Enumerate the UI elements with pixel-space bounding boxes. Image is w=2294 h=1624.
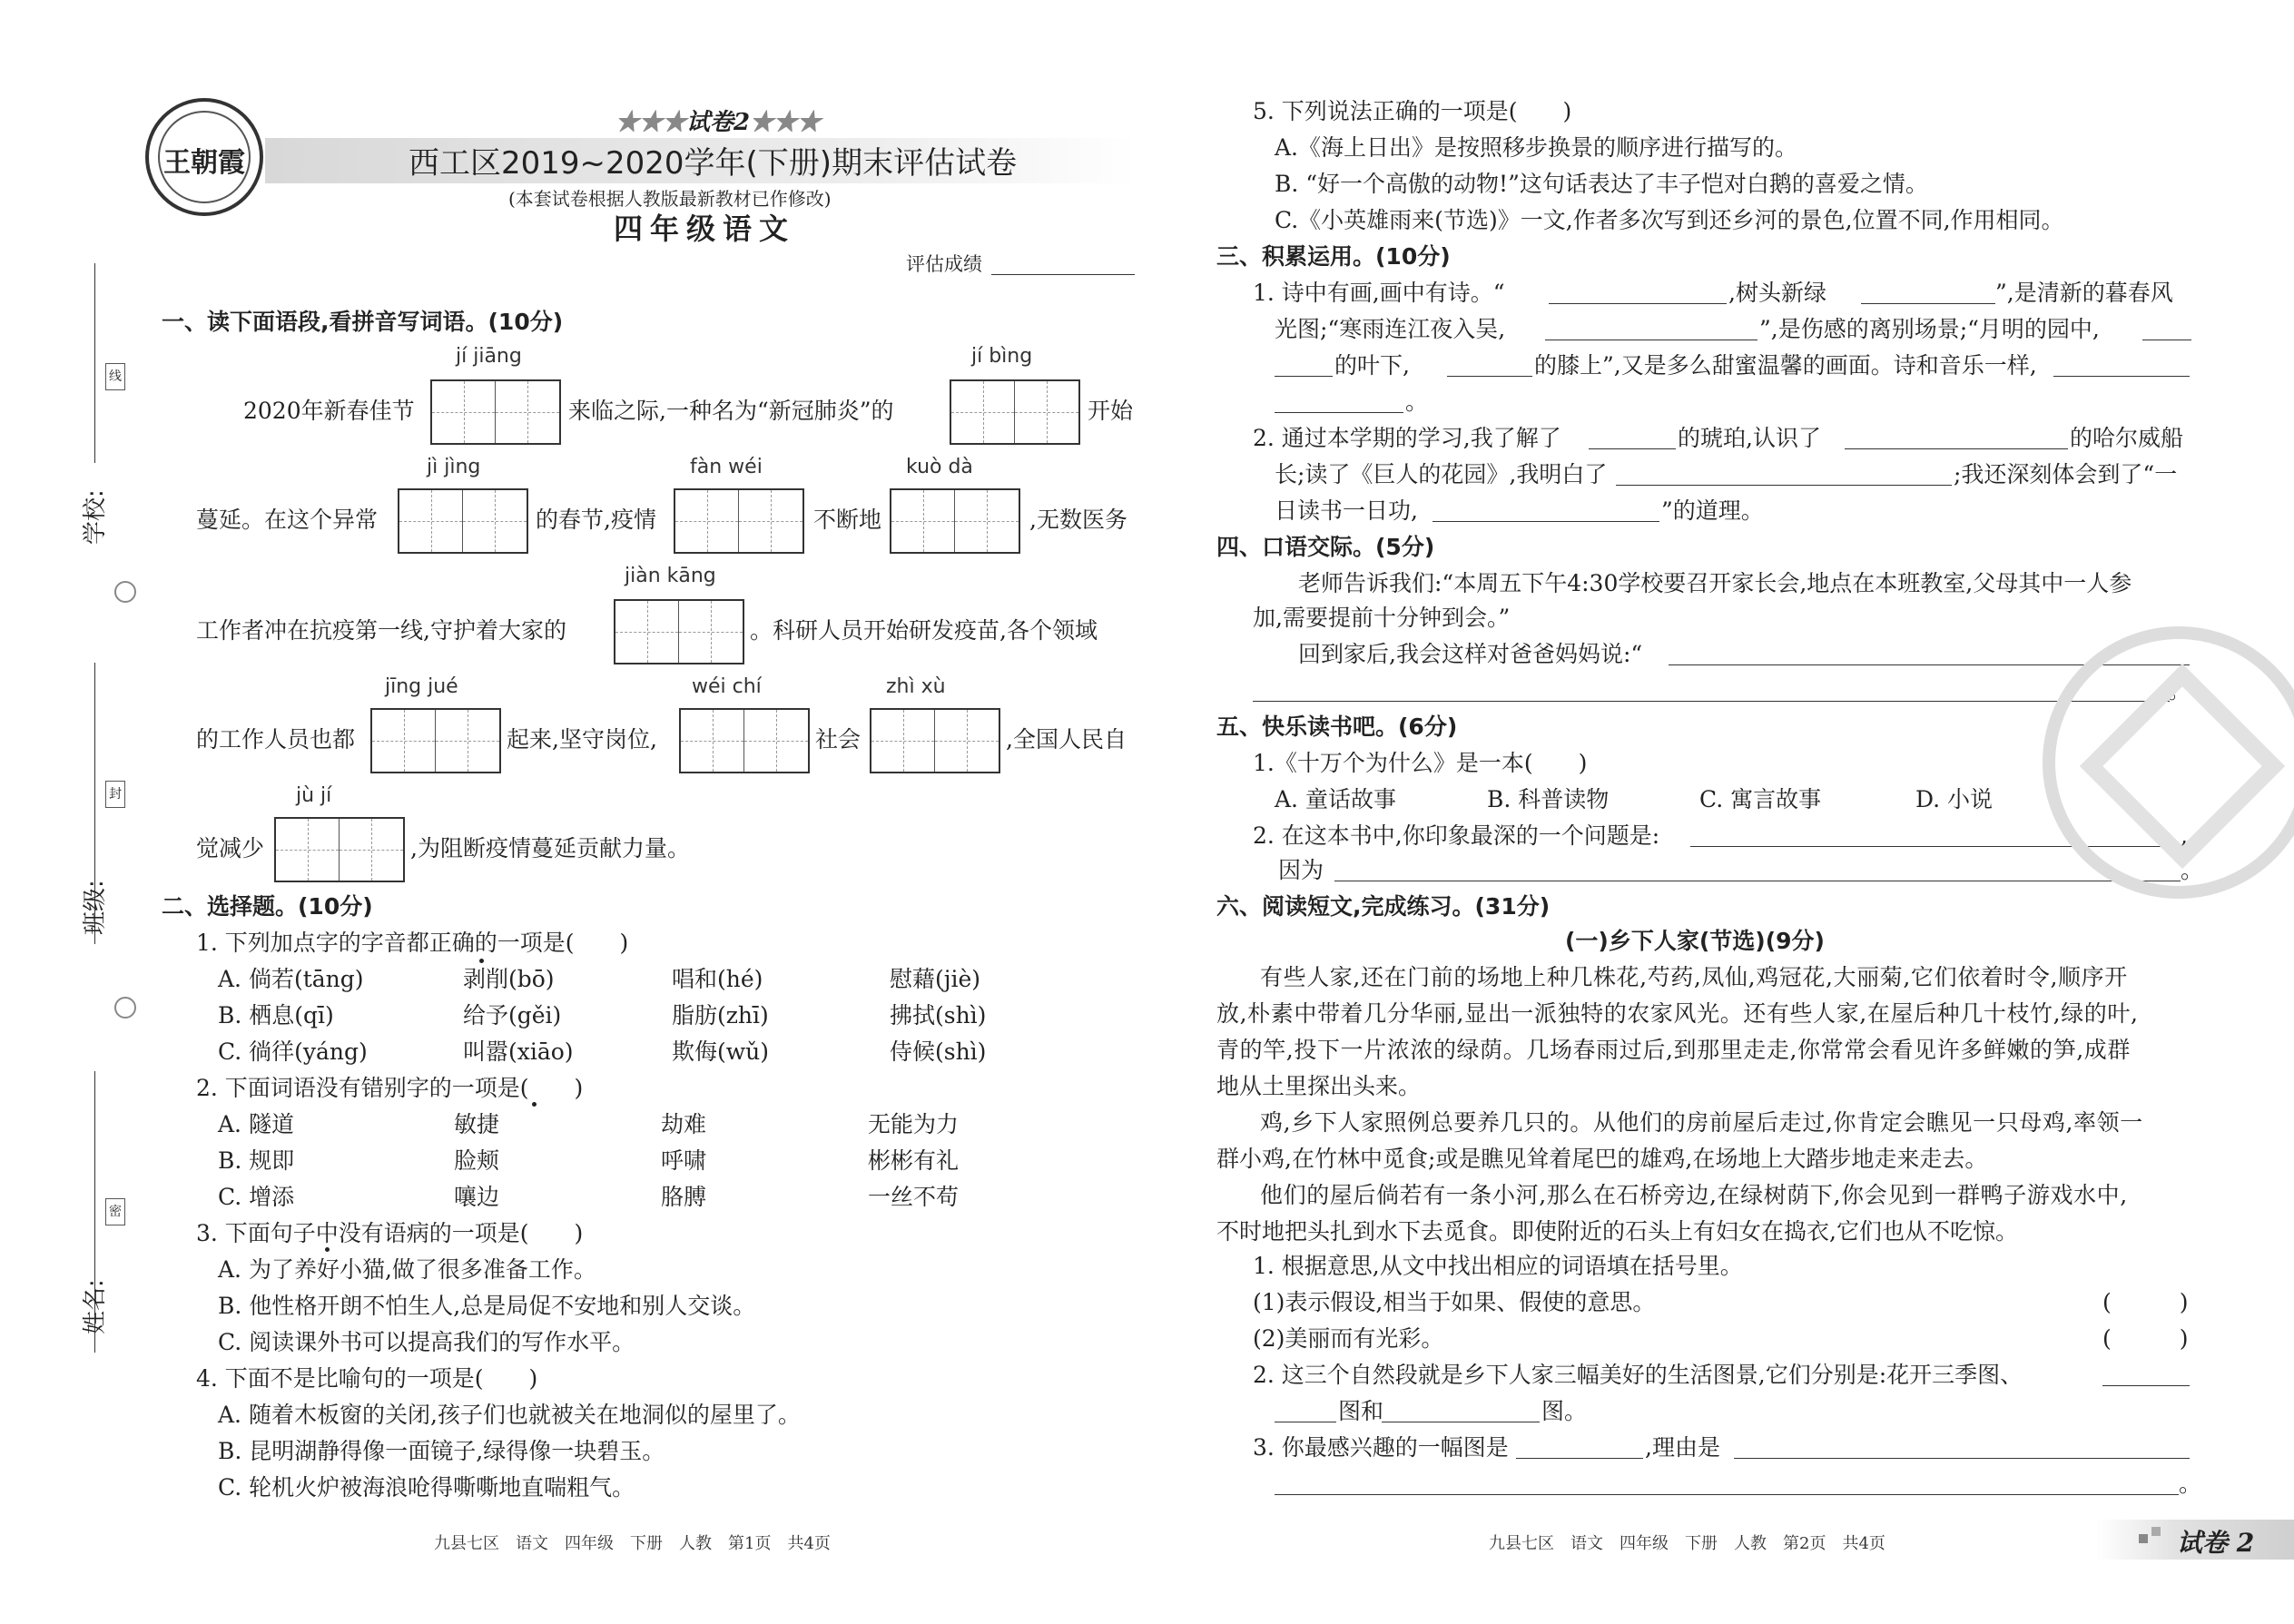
emphasis-dot bbox=[479, 959, 484, 963]
option-word: 拂拭(shì) bbox=[890, 1002, 987, 1029]
pinyin-label: zhì xù bbox=[886, 675, 946, 698]
answer-paren[interactable]: ( ) bbox=[2102, 1289, 2189, 1315]
pinyin-label: jì jìng bbox=[427, 456, 481, 478]
passage-text: ,为阻断疫情蔓延贡献力量。 bbox=[410, 835, 690, 861]
option-c[interactable]: C.《小英雄雨来(节选)》一文,作者多次写到还乡河的景色,位置不同,作用相同。 bbox=[1275, 207, 2064, 233]
passage-line: 他们的屋后倘若有一条小河,那么在石桥旁边,在绿树荫下,你会见到一群鸭子游戏水中, bbox=[1260, 1182, 2128, 1208]
answer-paren[interactable]: ( ) bbox=[2102, 1325, 2189, 1352]
footer-left: 九县七区 语文 四年级 下册 人教 第1页 共4页 bbox=[434, 1534, 831, 1553]
writing-grid[interactable] bbox=[950, 379, 1080, 445]
passage-title: (一)乡下人家(节选)(9分) bbox=[1565, 928, 1825, 954]
option-a[interactable]: A.《海上日出》是按照移步换景的顺序进行描写的。 bbox=[1275, 134, 1798, 161]
writing-grid[interactable] bbox=[430, 379, 561, 445]
body-text: 回到家后,我会这样对爸爸妈妈说:“ bbox=[1298, 641, 1643, 667]
passage-line: 群小鸡,在竹林中觅食;或是瞧见耸着尾巴的雄鸡,在场地上大踏步地走来走去。 bbox=[1216, 1146, 1988, 1172]
option-a[interactable]: A. 随着木板窗的关闭,孩子们也就被关在地洞似的屋里了。 bbox=[218, 1402, 801, 1428]
emphasis-dot bbox=[532, 1102, 537, 1107]
passage-text: 2020年新春佳节 bbox=[243, 398, 415, 424]
passage-text: ,无数医务 bbox=[1029, 507, 1127, 533]
pinyin-label: wéi chí bbox=[692, 675, 762, 698]
q1-stem: 1. 下列加点字的字音都正确的一项是( ) bbox=[196, 930, 629, 956]
subject-title: 四年级语文 bbox=[614, 212, 796, 246]
writing-grid[interactable] bbox=[398, 488, 528, 554]
writing-grid[interactable] bbox=[274, 817, 405, 882]
fill-text: 2. 通过本学期的学习,我了解了 bbox=[1253, 425, 1561, 451]
passage-text: 的春节,疫情 bbox=[536, 507, 656, 533]
option-word: 敏捷 bbox=[454, 1111, 500, 1137]
answer-blank[interactable] bbox=[1616, 485, 1952, 486]
fill-text: ,理由是 bbox=[1645, 1434, 1720, 1461]
section4-heading: 四、口语交际。(5分) bbox=[1216, 534, 1435, 560]
option-d[interactable]: D. 小说 bbox=[1915, 786, 1994, 812]
q5-stem: 5. 下列说法正确的一项是( ) bbox=[1253, 98, 1572, 124]
option-b[interactable]: B. 科普读物 bbox=[1487, 786, 1610, 812]
q1-stem: 1. 根据意思,从文中找出相应的词语填在括号里。 bbox=[1253, 1253, 1743, 1279]
passage-line: 鸡,乡下人家照例总要养几只的。从他们的房前屋后走过,你肯定会瞧见一只母鸡,率领一 bbox=[1260, 1109, 2143, 1136]
option-word: 呼啸 bbox=[661, 1147, 707, 1174]
writing-grid[interactable] bbox=[370, 708, 501, 773]
option-word: 脂肪(zhī) bbox=[672, 1002, 769, 1029]
page-badge bbox=[2097, 1520, 2294, 1560]
score-field[interactable] bbox=[991, 274, 1135, 275]
option-c[interactable]: C. 轮机火炉被海浪呛得嘶嘶地直喘粗气。 bbox=[218, 1474, 635, 1501]
answer-blank[interactable] bbox=[2053, 376, 2190, 377]
answer-blank[interactable] bbox=[1447, 376, 1532, 377]
option-word: 劫难 bbox=[661, 1111, 707, 1137]
punct: , bbox=[2181, 822, 2188, 849]
fill-text: ”,是清新的暮春风 bbox=[1995, 280, 2173, 306]
pinyin-label: kuò dà bbox=[906, 456, 973, 478]
option-word: 给予(gěi) bbox=[463, 1002, 562, 1029]
option-word: 脸颊 bbox=[454, 1147, 500, 1174]
watermark-icon bbox=[2043, 626, 2294, 899]
fill-text: 图和 bbox=[1338, 1398, 1384, 1424]
option-b[interactable]: B. 昆明湖静得像一面镜子,绿得像一块碧玉。 bbox=[218, 1438, 665, 1464]
option-b[interactable]: B. 规即 bbox=[218, 1147, 295, 1174]
option-word: 无能为力 bbox=[868, 1111, 960, 1137]
name-label: 姓名: bbox=[82, 1279, 109, 1334]
passage-line: 不时地把头扎到水下去觅食。即使附近的石头上有妇女在捣衣,它们也从不吃惊。 bbox=[1216, 1218, 2018, 1245]
answer-blank[interactable] bbox=[2102, 1385, 2190, 1386]
option-word: 胳膊 bbox=[661, 1184, 707, 1210]
exam-note: (本套试卷根据人教版最新教材已作修改) bbox=[508, 188, 832, 210]
option-c[interactable]: C. 徜徉(yáng) bbox=[218, 1038, 368, 1065]
passage-text: 蔓延。在这个异常 bbox=[196, 507, 379, 533]
body-text: 。” bbox=[2168, 677, 2191, 704]
section1-heading: 一、读下面语段,看拼音写词语。(10分) bbox=[162, 309, 564, 335]
logo-text: 王朝霞 bbox=[163, 147, 245, 179]
fill-text: 的哈尔威船 bbox=[2070, 425, 2184, 451]
option-word: 唱和(hé) bbox=[672, 966, 763, 992]
binding-hole-icon bbox=[114, 997, 136, 1019]
option-c[interactable]: C. 寓言故事 bbox=[1699, 786, 1822, 812]
passage-line: 有些人家,还在门前的场地上种几株花,芍药,凤仙,鸡冠花,大丽菊,它们依着时令,顺序开 bbox=[1260, 964, 2128, 990]
passage-text: 觉减少 bbox=[196, 835, 265, 861]
passage-line: 地从土里探出头来。 bbox=[1216, 1073, 1422, 1099]
binding-line bbox=[94, 263, 95, 463]
answer-blank[interactable] bbox=[1275, 1494, 2179, 1495]
option-c[interactable]: C. 阅读课外书可以提高我们的写作水平。 bbox=[218, 1329, 635, 1355]
writing-grid[interactable] bbox=[870, 708, 1000, 773]
binding-hole-icon bbox=[114, 581, 136, 603]
option-c[interactable]: C. 增添 bbox=[218, 1184, 295, 1210]
option-b[interactable]: B. 栖息(qī) bbox=[218, 1002, 334, 1029]
pinyin-label: jí bìng bbox=[971, 345, 1033, 368]
score-label: 评估成绩 bbox=[906, 253, 982, 275]
option-word: 嚷边 bbox=[454, 1184, 500, 1210]
passage-text: 起来,坚守岗位, bbox=[507, 726, 657, 753]
option-a[interactable]: A. 隧道 bbox=[218, 1111, 294, 1137]
emphasis-dot bbox=[325, 1247, 330, 1252]
fill-text: 的叶下, bbox=[1334, 352, 1410, 379]
passage-line: 放,朴素中带着几分华丽,显出一派独特的农家风光。还有些人家,在屋后种几十枝竹,绿的叶, bbox=[1216, 1000, 2139, 1027]
series-label: ★★★试卷2★★★ bbox=[615, 109, 822, 136]
option-word: 彬彬有礼 bbox=[868, 1147, 960, 1174]
seal-mark-xian: 线 bbox=[105, 363, 125, 390]
section2-heading: 二、选择题。(10分) bbox=[162, 893, 373, 920]
answer-blank[interactable] bbox=[1589, 448, 1676, 449]
writing-grid[interactable] bbox=[890, 488, 1020, 554]
seal-mark-mi: 密 bbox=[105, 1198, 125, 1225]
fill-text: ”的道理。 bbox=[1661, 497, 1764, 524]
passage-text: 的工作人员也都 bbox=[196, 726, 356, 753]
passage-text: 。科研人员开始研发疫苗,各个领域 bbox=[750, 617, 1098, 644]
pinyin-label: fàn wéi bbox=[690, 456, 763, 478]
answer-blank[interactable] bbox=[1275, 412, 1403, 413]
answer-blank[interactable] bbox=[1861, 303, 1995, 304]
fill-text: 图。 bbox=[1541, 1398, 1588, 1424]
passage-text: 不断地 bbox=[813, 507, 882, 533]
option-b[interactable]: B. “好一个高傲的动物!”这句话表达了丰子恺对白鹅的喜爱之情。 bbox=[1275, 171, 1928, 197]
passage-line: 青的竿,投下一片浓浓的绿荫。几场春雨过后,到那里走走,你常常会看见许多鲜嫩的笋,成群 bbox=[1216, 1037, 2131, 1063]
fill-text: 光图;“寒雨连江夜入吴, bbox=[1275, 316, 1506, 342]
option-word: 叫嚣(xiāo) bbox=[463, 1038, 574, 1065]
fill-text: 日读书一日功, bbox=[1275, 497, 1418, 524]
option-b[interactable]: B. 他性格开朗不怕生人,总是局促不安地和别人交谈。 bbox=[218, 1293, 756, 1319]
fill-text: 1. 诗中有画,画中有诗。“ bbox=[1253, 280, 1505, 306]
option-word: 欺侮(wǔ) bbox=[672, 1038, 770, 1065]
option-word: 侍候(shì) bbox=[890, 1038, 987, 1065]
q2-stem: 2. 这三个自然段就是乡下人家三幅美好的生活图景,它们分别是:花开三季图、 bbox=[1253, 1362, 2023, 1388]
pinyin-label: jīng jué bbox=[385, 675, 458, 698]
fill-text: 。 bbox=[1405, 389, 1429, 415]
exam-title: 西工区2019~2020学年(下册)期末评估试卷 bbox=[409, 145, 1018, 182]
fill-text: 长;读了《巨人的花园》,我明白了 bbox=[1275, 461, 1608, 487]
option-word: 慰藉(jiè) bbox=[890, 966, 981, 992]
section6-heading: 六、阅读短文,完成练习。(31分) bbox=[1216, 893, 1551, 920]
q2-stem: 2. 下面词语没有错别字的一项是( ) bbox=[196, 1075, 584, 1101]
answer-blank[interactable] bbox=[1734, 1458, 2190, 1459]
passage-text: ,全国人民自 bbox=[1006, 726, 1127, 753]
option-word: 一丝不苟 bbox=[868, 1184, 960, 1210]
option-a[interactable]: A. 为了养好小猫,做了很多准备工作。 bbox=[218, 1256, 596, 1283]
pinyin-label: jiàn kāng bbox=[625, 565, 716, 587]
class-label: 班级: bbox=[82, 880, 109, 935]
answer-blank[interactable] bbox=[1433, 521, 1659, 522]
fill-text: ”,是伤感的离别场景;“月明的园中, bbox=[1759, 316, 2100, 342]
passage-text: 开始 bbox=[1088, 398, 1134, 424]
option-a[interactable]: A. 倘若(tāng) bbox=[218, 966, 364, 992]
sub-question: (2)美丽而有光彩。 bbox=[1253, 1325, 1444, 1352]
q4-stem: 4. 下面不是比喻句的一项是( ) bbox=[196, 1365, 538, 1392]
writing-grid[interactable] bbox=[614, 599, 744, 664]
answer-blank[interactable] bbox=[1845, 448, 2068, 449]
answer-blank[interactable] bbox=[1549, 303, 1727, 304]
writing-grid[interactable] bbox=[674, 488, 804, 554]
option-a[interactable]: A. 童话故事 bbox=[1275, 786, 1396, 812]
logo-seal bbox=[145, 98, 263, 216]
section5-heading: 五、快乐读书吧。(6分) bbox=[1216, 714, 1458, 740]
q1-stem: 1.《十万个为什么》是一本( ) bbox=[1253, 750, 1588, 776]
pinyin-label: jí jiāng bbox=[456, 345, 522, 368]
fill-text: 的膝上”,又是多么甜蜜温馨的画面。诗和音乐一样, bbox=[1534, 352, 2037, 379]
badge-label: 试卷 2 bbox=[2177, 1528, 2255, 1558]
passage-text: 工作者冲在抗疫第一线,守护着大家的 bbox=[196, 617, 566, 644]
q3-stem: 3. 下面句子中没有语病的一项是( ) bbox=[196, 1220, 584, 1246]
section3-heading: 三、积累运用。(10分) bbox=[1216, 243, 1451, 270]
body-text: 老师告诉我们:“本周五下午4:30学校要召开家长会,地点在本班教室,父母其中一人参 bbox=[1298, 570, 2132, 596]
punct: 。 bbox=[2179, 1471, 2202, 1497]
writing-grid[interactable] bbox=[679, 708, 810, 773]
seal-mark-feng: 封 bbox=[105, 781, 125, 808]
punct: 。 bbox=[2181, 857, 2204, 883]
pinyin-label: jù jí bbox=[296, 784, 332, 807]
fill-text: ;我还深刻体会到了“一 bbox=[1954, 461, 2178, 487]
fill-text: 因为 bbox=[1278, 857, 1324, 883]
answer-blank[interactable] bbox=[1275, 376, 1333, 377]
fill-text: 的琥珀,认识了 bbox=[1678, 425, 1821, 451]
body-text: 加,需要提前十分钟到会。” bbox=[1253, 605, 1511, 631]
q3-stem: 3. 你最感兴趣的一幅图是 bbox=[1253, 1434, 1509, 1461]
passage-text: 社会 bbox=[815, 726, 861, 753]
answer-blank[interactable] bbox=[1516, 1458, 1643, 1459]
sub-question: (1)表示假设,相当于如果、假使的意思。 bbox=[1253, 1289, 1656, 1315]
answer-blank[interactable] bbox=[1253, 701, 2170, 702]
q2-stem: 2. 在这本书中,你印象最深的一个问题是: bbox=[1253, 822, 1660, 849]
footer-right: 九县七区 语文 四年级 下册 人教 第2页 共4页 bbox=[1489, 1534, 1885, 1553]
passage-text: 来临之际,一种名为“新冠肺炎”的 bbox=[568, 398, 894, 424]
school-label: 学校: bbox=[82, 489, 109, 545]
fill-text: ,树头新绿 bbox=[1728, 280, 1826, 306]
option-word: 剥削(bō) bbox=[463, 966, 555, 992]
